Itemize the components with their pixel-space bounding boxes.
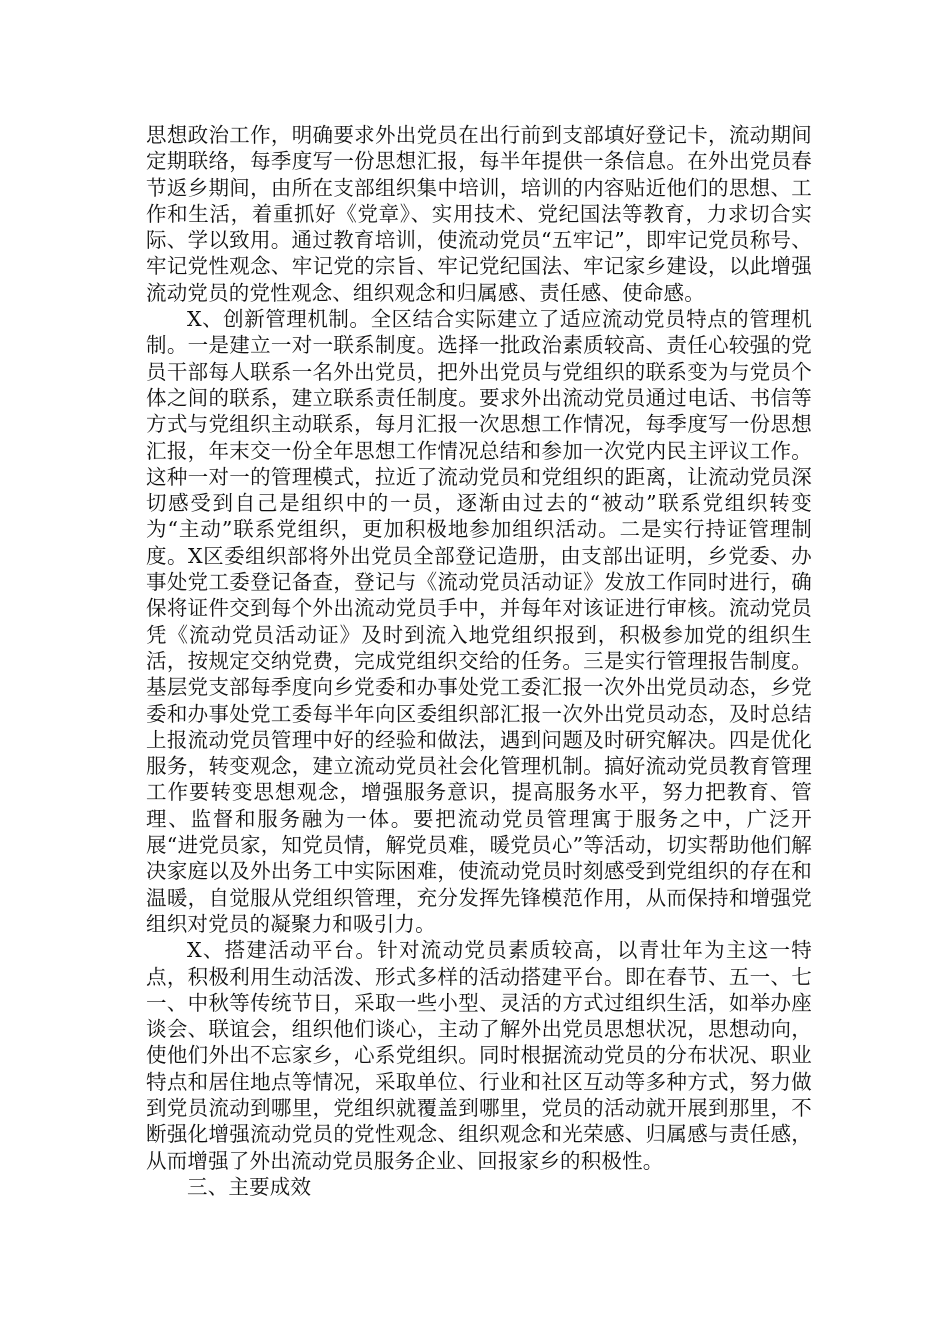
paragraph-education-training: 思想政治工作，明确要求外出党员在出行前到支部填好登记卡，流动期间定期联络，每季度写一份思想汇报，每半年提供一条信息。在外出党员春节返乡期间，由所在支部组织集中培训，培训的内容贴近他们的思想、工作和生活，着重抓好《党章》、实用技术、党纪国法等教育，力求切合实际、学以致用。通过教育培训，使流动党员“五牢记”，即牢记党员称号、牢记党性观念、牢记党的宗旨、牢记党纪国法、牢记家乡建设，以此增强流动党员的党性观念、组织观念和归属感、责任感、使命感。 [146,123,812,305]
paragraph-management-mechanism: X、创新管理机制。全区结合实际建立了适应流动党员特点的管理机制。一是建立一对一联系制度。选择一批政治素质较高、责任心较强的党员干部每人联系一名外出党员，把外出党员与党组织的联系变为与党员个体之间的联系，建立联系责任制度。要求外出流动党员通过电话、书信等方式与党组织主动联系，每月汇报一次思想工作情况，每季度写一份思想汇报，年末交一份全年思想工作情况总结和参加一次党内民主评议工作。这种一对一的管理模式，拉近了流动党员和党组织的距离，让流动党员深切感受到自己是组织中的一员，逐渐由过去的“被动”联系党组织转变为“主动”联系党组织，更加积极地参加组织活动。二是实行持证管理制度。X区委组织部将外出党员全部登记造册，由支部出证明，乡党委、办事处党工委登记备查，登记与《流动党员活动证》发放工作同时进行，确保将证件交到每个外出流动党员手中，并每年对该证进行审核。流动党员凭《流动党员活动证》及时到流入地党组织报到，积极参加党的组织生活，按规定交纳党费，完成党组织交给的任务。三是实行管理报告制度。基层党支部每季度向乡党委和办事处党工委汇报一次外出党员动态，乡党委和办事处党工委每半年向区委组织部汇报一次外出党员动态，及时总结上报流动党员管理中好的经验和做法，遇到问题及时研究解决。四是优化服务，转变观念，建立流动党员社会化管理机制。搞好流动党员教育管理工作要转变思想观念，增强服务意识，提高服务水平，努力把教育、管理、监督和服务融为一体。要把流动党员管理寓于服务之中，广泛开展“进党员家，知党员情，解党员难，暖党员心”等活动，切实帮助他们解决家庭以及外出务工中实际困难，使流动党员时刻感受到党组织的存在和温暖，自觉服从党组织管理，充分发挥先锋模范作用，从而保持和增强党组织对党员的凝聚力和吸引力。 [146,307,812,936]
document-page [146,122,812,1200]
section-heading-main-results: 三、主要成效 [187,1174,312,1199]
paragraph-activity-platform: X、搭建活动平台。针对流动党员素质较高，以青壮年为主这一特点，积极利用生动活泼、形式多样的活动搭建平台。即在春节、五一、七一、中秋等传统节日，采取一些小型、灵活的方式过组织生活，如举办座谈会、联谊会，组织他们谈心，主动了解外出党员思想状况，思想动向，使他们外出不忘家乡，心系党组织。同时根据流动党员的分布状况、职业特点和居住地点等情况，采取单位、行业和社区互动等多种方式，努力做到党员流动到哪里，党组织就覆盖到哪里，党员的活动就开展到那里，不断强化增强流动党员的党性观念、组织观念和光荣感、归属感与责任感，从而增强了外出流动党员服务企业、回报家乡的积极性。 [146,938,812,1173]
